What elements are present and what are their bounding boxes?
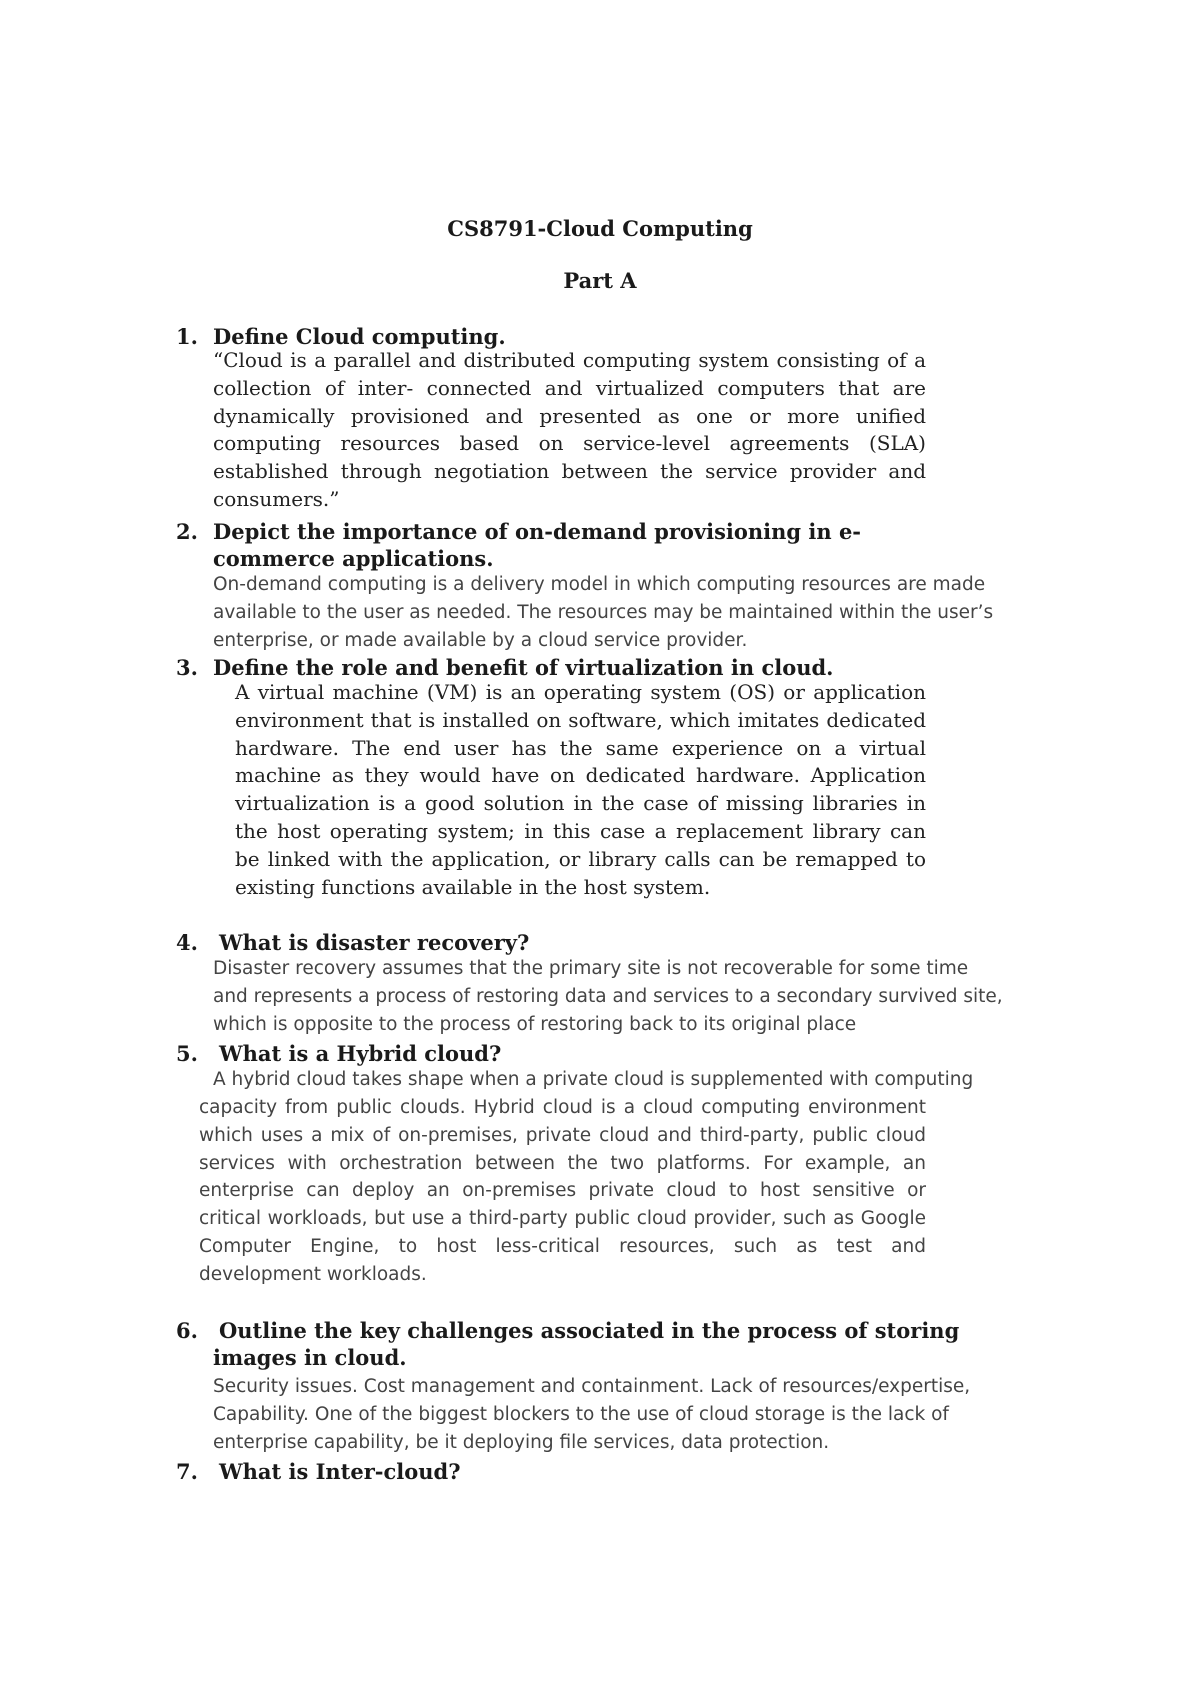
- question-number: 2.: [176, 519, 198, 544]
- question-title: What is disaster recovery?: [219, 930, 530, 955]
- answer-line: On-demand computing is a delivery model in which computing resources are made: [213, 574, 986, 595]
- answer-line: enterprise capability, be it deploying file services, data protection.: [213, 1431, 830, 1453]
- answer-line: which is opposite to the process of restoring back to its original place: [213, 1013, 857, 1035]
- answer-first-line: A hybrid cloud takes shape when a private cloud is supplemented with computing: [213, 1069, 974, 1090]
- question-number: 7.: [176, 1459, 198, 1484]
- question-title: Depict the importance of on-demand provisioning in e-commerce applications.: [213, 519, 862, 571]
- question-number: 3.: [176, 655, 198, 680]
- answer-line: enterprise, or made available by a cloud service provider.: [213, 629, 748, 651]
- answer-text: capacity from public clouds. Hybrid cloud is a cloud computing environment which uses a mix of on-premises, private cloud and third-party, public cloud services with orchestration between the two platforms. For example, an enterprise can deploy an on-premises private cloud to host sensitive or critical workloads, but use a third-party public cloud provider, such as Google Computer Engine, to host less-critical resources, such as test and development workloads.: [199, 1097, 926, 1285]
- question-number: 5.: [176, 1041, 198, 1066]
- question-title: Define the role and benefit of virtualization in cloud.: [213, 655, 834, 680]
- answer-text: [213, 955, 1093, 1038]
- question-title: Outline the key challenges associated in the process of storing images in cloud.: [213, 1318, 960, 1370]
- course-title: CS8791-Cloud Computing: [447, 216, 753, 241]
- answer-text: [213, 1373, 1093, 1456]
- answer-line: Capability. One of the biggest blockers to the use of cloud storage is the lack of: [213, 1403, 949, 1425]
- question-number: 6.: [176, 1318, 198, 1343]
- answer-line: Disaster recovery assumes that the primary site is not recoverable for some time: [213, 958, 969, 979]
- question-number: 1.: [176, 324, 198, 349]
- answer-line: and represents a process of restoring data and services to a secondary survived site,: [213, 985, 1003, 1007]
- answer-text: A virtual machine (VM) is an operating system (OS) or application environment that is installed on software, which imitates dedicated hardware. The end user has the same experience on a virtual machine as they would have on dedicated hardware. Application virtualization is a good solution in the case of missing libraries in the host operating system; in this case a replacement library can be linked with the application, or library calls can be remapped to existing functions available in the host system.: [235, 680, 926, 899]
- question-title: What is a Hybrid cloud?: [219, 1041, 502, 1066]
- answer-text: [213, 571, 1083, 654]
- question-title: Define Cloud computing.: [213, 324, 506, 349]
- question-number: 4.: [176, 930, 198, 955]
- question-title: What is Inter-cloud?: [219, 1459, 461, 1484]
- part-heading: Part A: [563, 268, 637, 293]
- answer-text: “Cloud is a parallel and distributed computing system consisting of a collection of inter- connected and virtualized computers that are dynamically provisioned and presented as one or more unified computing resources based on service-level agreements (SLA) established through negotiation between the service provider and consumers.”: [213, 348, 926, 511]
- answer-line: Security issues. Cost management and containment. Lack of resources/expertise,: [213, 1376, 971, 1397]
- answer-line: available to the user as needed. The resources may be maintained within the user’s: [213, 601, 994, 623]
